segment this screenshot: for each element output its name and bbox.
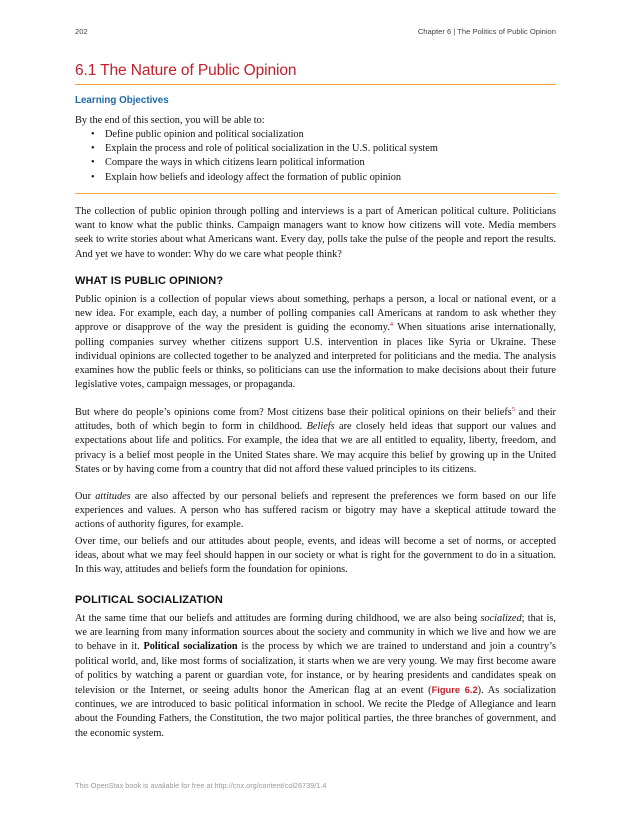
section-title: 6.1 The Nature of Public Opinion [75, 62, 297, 79]
learning-objectives-title: Learning Objectives [75, 95, 169, 106]
bullet-icon: • [91, 171, 95, 183]
term-beliefs: Beliefs [306, 421, 335, 433]
learning-objectives-intro: By the end of this section, you will be able to: [75, 115, 265, 126]
learning-objective-item [91, 156, 556, 170]
learning-objective-text: Compare the ways in which citizens learn political information [105, 157, 365, 169]
page-number: 202 [75, 27, 88, 36]
learning-objective-item [91, 128, 556, 142]
term-attitudes: attitudes [95, 491, 131, 502]
paragraph-norms: Over time, our beliefs and our attitudes about people, events, and ideas will become a set of norms, or accepted ideas, about what we may feel should happen in our society or what is right for the government to do in a situation. In this way, attitudes and beliefs form the foundation for opinions. [75, 536, 556, 576]
learning-objective-item [91, 142, 556, 156]
paragraph-beliefs: But where do people’s opinions come from? Most citizens base their political opinions on their beliefs$^5$ and their attitudes, both of which begin to form in childhood. Beliefs are closely held ideas that support our values and expectations about life and politics. For example, the idea that we are all entitled to equality, liberty, freedom, and privacy is a belief most people in the United States share. We may acquire this belief by growing up in the United States or by having come from a country that did not afford these valued principles to its citizens. [75, 406, 556, 475]
bullet-icon: • [91, 157, 95, 169]
section-title-rule [75, 84, 556, 85]
heading-political-socialization: POLITICAL SOCIALIZATION [75, 594, 223, 606]
paragraph-public-opinion-definition: Public opinion is a collection of popular views about something, perhaps a person, a local or national event, or a new idea. For example, each day, a number of polling companies call Americans at random to ask whether they approve or disapprove of the way the president is guiding the economy.$^4$ When situations arise internationally, polling companies survey whether citizens support U.S. intervention in places like Syria or Ukraine. These individual opinions are collected together to be analyzed and interpreted for politicians and the media. The analysis examines how the public feels or thinks, so politicians can use the information to make decisions about their future legislative votes, campaign messages, or propaganda. [75, 294, 556, 391]
learning-objectives-rule [75, 193, 556, 194]
learning-objectives-list [91, 128, 556, 185]
footnote-ref-5[interactable]: 5 [511, 406, 516, 413]
learning-objective-item [91, 171, 556, 185]
heading-what-is-public-opinion: WHAT IS PUBLIC OPINION? [75, 275, 224, 287]
paragraph-political-socialization: At the same time that our beliefs and attitudes are forming during childhood, we are also being socialized; that is, we are learning from many information sources about the society and community in which we live and how we are to behave in it. Political socialization is the process by which we are trained to understand and join a country’s political world, and, like most forms of socialization, it starts when we are very young. We may first become aware of politics by watching a parent or guardian vote, for instance, or by hearing presidents and candidates speak on television or the Internet, or seeing adults honor the American flag at an event (Figure 6.2). As socialization continues, we are introduced to basic political information in school. We recite the Pledge of Allegiance and learn about the Founding Fathers, the Constitution, the two major political parties, the three branches of government, and the economic system. [75, 613, 556, 739]
bullet-icon: • [91, 143, 95, 155]
intro-paragraph: The collection of public opinion through polling and interviews is a part of American political culture. Politicians want to know what the public thinks. Campaign managers want to know how citizens will vote. Media members seek to write stories about what Americans want. Every day, polls take the pulse of the people and report the results. And yet we have to wonder: Why do we care what people think? [75, 206, 556, 260]
term-socialized: socialized [480, 613, 522, 624]
learning-objective-text: Explain how beliefs and ideology affect the formation of public opinion [105, 171, 402, 183]
learning-objective-text: Define public opinion and political socialization [105, 129, 304, 140]
footnote-ref-4[interactable]: 4 [389, 321, 394, 329]
bullet-icon: • [91, 129, 95, 140]
learning-objective-text: Explain the process and role of political socialization in the U.S. political system [105, 143, 438, 155]
running-header [75, 27, 556, 39]
figure-6-2-link[interactable]: Figure 6.2 [431, 685, 478, 696]
term-political-socialization: Political socialization [143, 641, 238, 653]
paragraph-attitudes: Our attitudes are also affected by our personal beliefs and represent the preferences we form based on our life experiences and values. A person who has suffered racism or bigotry may have a skeptical attitude toward the actions of authority figures, for example. [75, 491, 556, 531]
chapter-title: Chapter 6 | The Politics of Public Opinion [417, 27, 556, 36]
footer-availability-note: This OpenStax book is available for free at http://cnx.org/content/col26739/1.4 [75, 781, 327, 790]
